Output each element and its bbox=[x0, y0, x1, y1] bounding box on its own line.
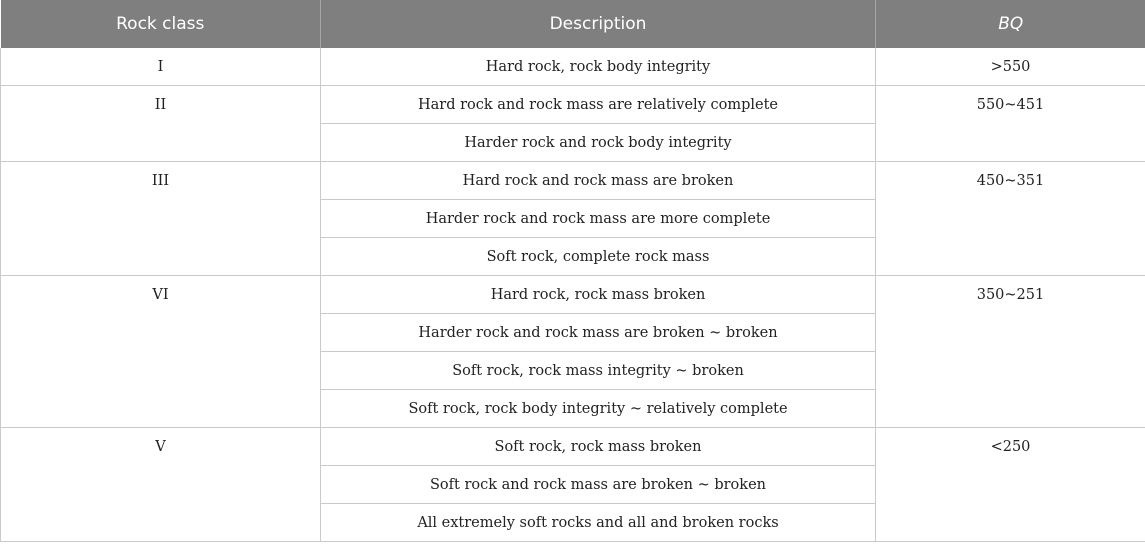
description-cell: All extremely soft rocks and all and broken rocks bbox=[321, 504, 876, 542]
rock-class-cell: V bbox=[1, 428, 321, 542]
header-description: Description bbox=[321, 0, 876, 48]
header-row bbox=[1, 0, 1145, 48]
description-cell: Harder rock and rock body integrity bbox=[321, 124, 876, 162]
description-cell: Harder rock and rock mass are broken ~ broken bbox=[321, 314, 876, 352]
description-cell: Hard rock and rock mass are broken bbox=[321, 162, 876, 200]
bq-cell: 450~351 bbox=[876, 162, 1145, 276]
description-cell: Hard rock and rock mass are relatively complete bbox=[321, 86, 876, 124]
description-cell: Harder rock and rock mass are more complete bbox=[321, 200, 876, 238]
description-cell: Soft rock, rock body integrity ~ relatively complete bbox=[321, 390, 876, 428]
rock-class-cell: I bbox=[1, 48, 321, 86]
table-row bbox=[1, 276, 1145, 314]
table-row bbox=[1, 162, 1145, 200]
description-cell: Soft rock, complete rock mass bbox=[321, 238, 876, 276]
header-bq: BQ bbox=[876, 0, 1145, 48]
table-row bbox=[1, 48, 1145, 86]
table-row bbox=[1, 86, 1145, 124]
table-body bbox=[1, 48, 1145, 542]
description-cell: Soft rock, rock mass broken bbox=[321, 428, 876, 466]
bq-cell: 350~251 bbox=[876, 276, 1145, 428]
bq-cell: 550~451 bbox=[876, 86, 1145, 162]
bq-cell: <250 bbox=[876, 428, 1145, 542]
table-header bbox=[1, 0, 1145, 48]
rock-class-cell: III bbox=[1, 162, 321, 276]
bq-cell: >550 bbox=[876, 48, 1145, 86]
rock-class-cell: II bbox=[1, 86, 321, 162]
rock-class-cell: VI bbox=[1, 276, 321, 428]
description-cell: Soft rock, rock mass integrity ~ broken bbox=[321, 352, 876, 390]
table-row bbox=[1, 428, 1145, 466]
header-rock-class: Rock class bbox=[1, 0, 321, 48]
description-cell: Soft rock and rock mass are broken ~ broken bbox=[321, 466, 876, 504]
description-cell: Hard rock, rock mass broken bbox=[321, 276, 876, 314]
description-cell: Hard rock, rock body integrity bbox=[321, 48, 876, 86]
